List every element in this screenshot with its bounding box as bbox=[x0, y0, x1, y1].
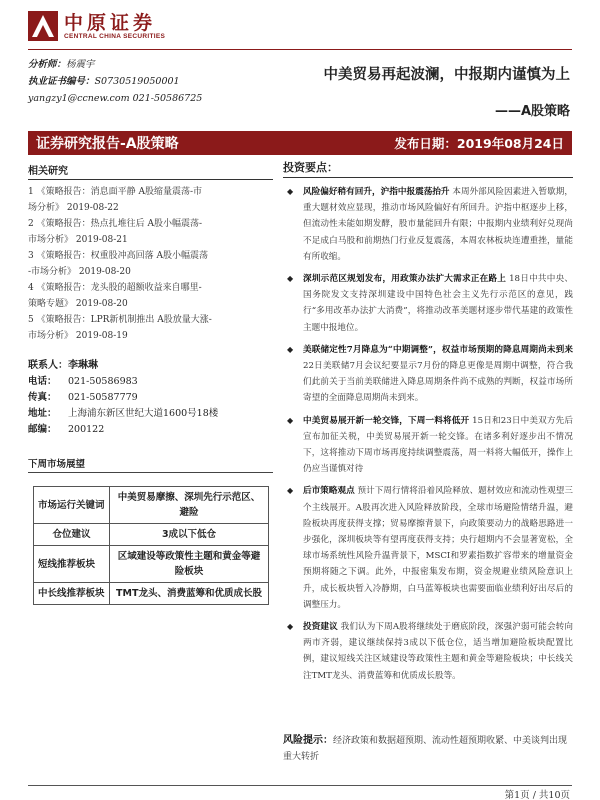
key-point-title: 深圳示范区规划发布，用政策办法扩大需求正在路上 bbox=[303, 274, 507, 285]
key-point-item bbox=[283, 184, 573, 265]
phone-value: 021-50586983 bbox=[68, 376, 138, 387]
table-row bbox=[34, 583, 269, 605]
address-label: 地址： bbox=[28, 408, 57, 419]
key-point-title: 风险偏好稍有回升，沪指中报震荡抬升 bbox=[303, 187, 450, 197]
table-cell: 仓位建议 bbox=[34, 524, 110, 546]
table-cell: 短线推荐板块 bbox=[34, 546, 110, 583]
contact-block bbox=[28, 358, 273, 438]
key-point-text: 本周外部风险因素进入暂歇期，重大题材效应显现，推动市场风险偏好有所回升。沪指中枢逐步上移，但流动性未能如期发酵，股市量能回升有限；中报期内业绩利好兑现尚不足成白马股和前期热门行业反复震荡，本周农林板块连遭重挫，量能有所收缩。 bbox=[303, 187, 573, 262]
table-cell: 中美贸易摩擦、深圳先行示范区、避险 bbox=[110, 487, 269, 524]
analyst-contact: yangzy1@ccnew.com 021-50586725 bbox=[28, 93, 203, 104]
market-divider bbox=[28, 472, 273, 473]
list-item: 5 《策略报告：LPR新机制推出 A股放量大涨- bbox=[28, 315, 212, 325]
key-point-title: 后市策略观点 bbox=[303, 486, 355, 497]
logo-cn-text: 中原证券 bbox=[64, 11, 157, 34]
list-item: 策略专题》 2019-08-20 bbox=[28, 299, 128, 309]
key-point-item bbox=[283, 413, 573, 478]
list-item: -市场分析》 2019-08-20 bbox=[28, 267, 131, 277]
fax-value: 021-50587779 bbox=[68, 392, 138, 403]
list-item: 4 《策略报告：龙头股的超额收益来自哪里- bbox=[28, 283, 202, 293]
fax-label: 传真： bbox=[28, 392, 57, 403]
risk-text: 经济政策和数据超预期、流动性超预期收紧、中美谈判出现重大转折 bbox=[283, 736, 568, 762]
list-item: 2 《策略报告：热点扎堆往后 A股小幅震荡- bbox=[28, 219, 202, 229]
cert-number: S0730519050001 bbox=[94, 76, 180, 87]
logo-en-text: CENTRAL CHINA SECURITIES bbox=[64, 32, 166, 40]
list-item: 市场分析》 2019-08-21 bbox=[28, 235, 128, 245]
key-points-heading: 投资要点： bbox=[283, 159, 573, 178]
key-point-text: 预计下周行情将沿着风险释放、题材效应和流动性观望三个主线展开。A股再次进入风险释放阶段，全球市场避险情绪升温，避险板块再度获得支撑；贸易摩擦背景下，向政策要动力的战略思路进一步强化，深圳板块等有望再度获得支持；央行超期内不会显著宽松，全球市场系统性风险升温背景下，MSCI和罗素指数扩容带来的增量资金预期将随之下调。此外，中报密集发布期，资金规避业绩风险意识上升，成长板块暂入冷静期，白马蓝筹板块也需要面临业绩利好出尽后的调整压力。 bbox=[303, 486, 573, 610]
key-point-title: 投资建议 bbox=[303, 622, 338, 633]
postcode-label: 邮编： bbox=[28, 424, 57, 435]
postcode-value: 200122 bbox=[68, 424, 105, 435]
header-divider bbox=[28, 49, 572, 50]
market-outlook-heading: 下周市场展望 bbox=[28, 459, 86, 470]
key-point-item bbox=[283, 619, 573, 684]
key-point-item bbox=[283, 483, 573, 613]
company-logo bbox=[28, 8, 188, 44]
list-item: 3 《策略报告：权重股冲高回落 A股小幅震荡 bbox=[28, 251, 208, 261]
page-number: 第1页 / 共10页 bbox=[504, 790, 570, 800]
table-row bbox=[34, 487, 269, 524]
analyst-label: 分析师： bbox=[28, 59, 67, 70]
report-type-band bbox=[28, 131, 572, 155]
key-point-text: 22日美联储7月会议纪要显示7月份的降息更像是周期中调整，符合我们此前关于当前美联储进入降息周期条件尚不成熟的判断，权益市场所寄望的全面降息周期尚未到来。 bbox=[303, 361, 573, 404]
risk-warning bbox=[283, 733, 573, 765]
key-points-column bbox=[283, 159, 573, 690]
logo-mark-icon bbox=[28, 11, 58, 41]
market-outlook-table bbox=[33, 486, 269, 605]
table-row bbox=[34, 546, 269, 583]
table-cell: 市场运行关键词 bbox=[34, 487, 110, 524]
report-title: 中美贸易再起波澜，中报期内谨慎为上 bbox=[323, 67, 570, 83]
footer-divider bbox=[28, 785, 572, 786]
table-cell: 3成以下低仓 bbox=[110, 524, 269, 546]
contact-heading: 联系人：李琳琳 bbox=[28, 360, 98, 371]
related-research-heading: 相关研究 bbox=[28, 162, 273, 180]
key-point-title: 中美贸易展开新一轮交锋，下周一料将低开 bbox=[303, 415, 470, 426]
phone-label: 电话： bbox=[28, 376, 57, 387]
report-title-block bbox=[324, 63, 571, 119]
table-cell: TMT龙头、消费蓝筹和优质成长股 bbox=[110, 583, 269, 605]
list-item: 市场分析》 2019-08-19 bbox=[28, 331, 128, 341]
analyst-info bbox=[28, 56, 202, 107]
table-cell: 中长线推荐板块 bbox=[34, 583, 110, 605]
table-row bbox=[34, 524, 269, 546]
table-cell: 区域建设等政策性主题和黄金等避险板块 bbox=[110, 546, 269, 583]
report-type: 证券研究报告-A股策略 bbox=[36, 136, 179, 152]
left-column bbox=[28, 162, 273, 438]
publish-date: 发布日期：2019年08月24日 bbox=[394, 136, 564, 151]
list-item: 场分析》 2019-08-22 bbox=[28, 203, 119, 213]
key-point-text: 18日中共中央、国务院发文支持深圳建设中国特色社会主义先行示范区的意见，践行“多用改革办法扩大消费”，将推动改革美题材逐步带代基建的政策性主题中报地位。 bbox=[303, 274, 573, 333]
related-research-list bbox=[28, 184, 273, 344]
key-point-item bbox=[283, 271, 573, 336]
key-point-text: 15日和23日中美双方先后宣布加征关税，中美贸易展开新一轮交锋。在诸多利好逐步出不情况下，这将推动下周市场再度持续调整震荡，周一料将大幅低开，操作上仍应当谨慎对待 bbox=[303, 415, 573, 475]
key-point-text: 我们认为下周A股将继续处于磨底阶段，深强沪弱可能会转向两市齐弱，建议继续保持3成以下低仓位，适当增加避险板块配置比例，建议短线关注区域建设等政策性主题和黄金等避险板块；中长线关注TMT龙头、消费蓝筹和优质成长股等。 bbox=[303, 622, 573, 681]
key-point-item bbox=[283, 342, 573, 407]
risk-label: 风险提示： bbox=[283, 735, 333, 746]
key-point-title: 美联储定性7月降息为“中期调整”，权益市场预期的降息周期尚未到来 bbox=[303, 344, 573, 355]
report-subtitle: ——A股策略 bbox=[494, 104, 570, 119]
analyst-name: 杨震宇 bbox=[66, 59, 95, 70]
cert-label: 执业证书编号： bbox=[28, 76, 95, 87]
list-item: 1 《策略报告：消息面平静 A股缩量震荡-市 bbox=[28, 187, 202, 197]
address-value: 上海浦东新区世纪大道1600号18楼 bbox=[68, 408, 219, 419]
